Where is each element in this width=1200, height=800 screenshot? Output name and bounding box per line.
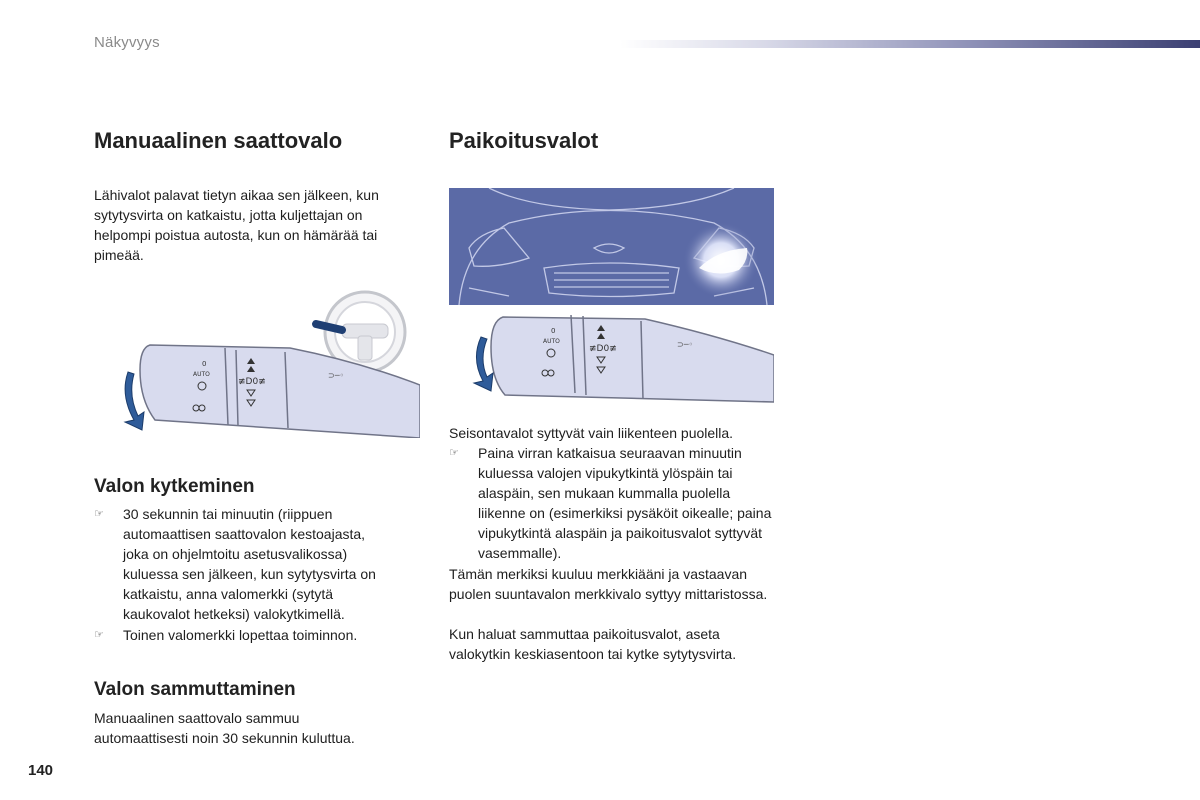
svg-text:⊃─◦: ⊃─◦ xyxy=(677,340,694,349)
switch-off-paragraph: Manuaalinen saattovalo sammuu automaattisesti noin 30 sekunnin kuluttua. xyxy=(94,710,355,746)
signal-paragraph: Tämän merkiksi kuuluu merkkiääni ja vastaavan puolen suuntavalon merkkivalo syttyy mittaristossa. xyxy=(449,566,768,602)
svg-text:AUTO: AUTO xyxy=(543,338,560,345)
heading-manual-guide-lighting: Manuaalinen saattovalo xyxy=(94,128,343,153)
svg-text:0: 0 xyxy=(202,360,207,368)
svg-text:0: 0 xyxy=(551,327,556,335)
car-front-illustration xyxy=(449,188,774,305)
finger-pointer-icon: ☞ xyxy=(449,447,459,459)
svg-text:⊃─◦: ⊃─◦ xyxy=(328,371,345,380)
turn-off-paragraph: Kun haluat sammuttaa paikoitusvalot, aseta valokytkin keskiasentoon tai kytke sytytysvirta. xyxy=(449,626,737,662)
bullet-item: ☞ Paina virran katkaisua seuraavan minuutin kuluessa valojen vipukytkintä ylöspäin tai alaspäin, sen mukaan kummalla puolella liikenne on (esimerkiksi pysäköit oikealle; paina vipukytkintä alaspäin ja paikoitusvalot syttyvät vasemmalle). xyxy=(449,445,772,561)
svg-text:≢D0≢: ≢D0≢ xyxy=(238,377,266,387)
page-number: 140 xyxy=(28,762,54,779)
heading-switching-on: Valon kytkeminen xyxy=(94,476,255,497)
header-accent-bar xyxy=(620,40,1200,48)
svg-text:AUTO: AUTO xyxy=(193,371,210,378)
parking-lead-paragraph: Seisontavalot syttyvät vain liikenteen puolella. xyxy=(449,425,734,441)
light-stalk-illustration-left xyxy=(110,290,420,438)
bullet-item: ☞ Toinen valomerkki lopettaa toiminnon. xyxy=(94,627,358,643)
light-stalk-icon xyxy=(491,315,774,402)
bullet-item: ☞ 30 sekunnin tai minuutin (riippuen automaattisen saattovalon kestoajasta, joka on ohjelmtoitu asetusvalikossa) kuluessa sen jälkeen, kun sytytysvirta on katkaistu, anna valomerkki (sytytä kaukovalot hetkeksi) valokytkimellä. xyxy=(94,506,376,622)
light-stalk-illustration-right xyxy=(465,307,774,407)
heading-parking-lights: Paikoitusvalot xyxy=(449,128,599,153)
heading-switching-off: Valon sammuttaminen xyxy=(94,679,296,700)
rotate-arrow-icon xyxy=(474,337,493,391)
intro-paragraph: Lähivalot palavat tietyn aikaa sen jälkeen, kun sytytysvirta on katkaistu, jotta kuljettajan on helpompi poistua autosta, kun on hämärää tai pimeää. xyxy=(94,187,379,263)
finger-pointer-icon: ☞ xyxy=(94,508,104,520)
svg-text:≢D0≢: ≢D0≢ xyxy=(589,344,617,354)
section-title: Näkyvyys xyxy=(94,34,160,51)
finger-pointer-icon: ☞ xyxy=(94,629,104,641)
